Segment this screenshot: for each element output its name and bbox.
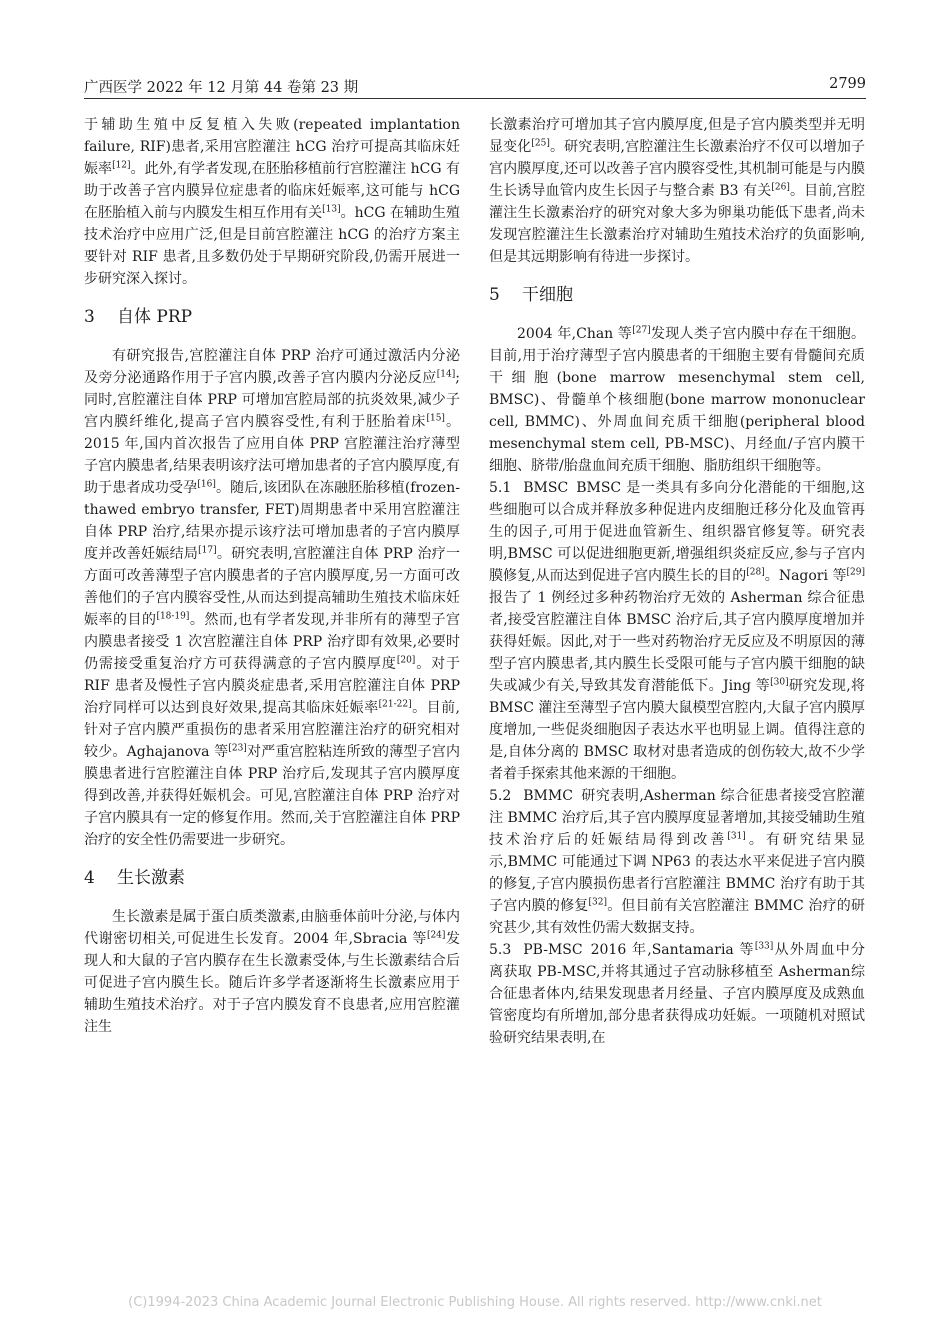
citation[interactable]: [12] [112,160,131,171]
copyright-watermark: (C)1994-2023 China Academic Journal Electronic Publishing House. All rights reserved. http://www.cnki.net [128,1295,822,1310]
journal-issue-label: 广西医学 2022 年 12 月第 44 卷第 23 期 [84,80,359,96]
citation[interactable]: [21-22] [378,699,412,710]
subsection-number: 5.2 [489,788,512,804]
paragraph-growth-hormone: 生长激素是属于蛋白质类激素,由脑垂体前叶分泌,与体内代谢密切相关,可促进生长发育。2004 年,Sbracia 等[24]发现人和大鼠的子宫内膜存在生长激素受体,与生长激素结合后可促进子宫内膜生长。随后许多学者逐渐将生长激素应用于辅助生殖技术治疗。对于子宫内膜发育不良患者,应用宫腔灌注生 [84,909,461,1035]
subsection-bmmc: 5.2 BMMC 研究表明,Asherman 综合征患者接受宫腔灌注 BMMC 治疗后,其子宫内膜厚度显著增加,其接受辅助生殖技术治疗后的妊娠结局得到改善[31]。有研究结果显示,BMMC 可能通过下调 NP63 的表达水平来促进子宫内膜的修复,子宫内膜损伤患者行宫腔灌注 BMMC 治疗有助于其子宫内膜的修复[32]。但目前有关宫腔灌注 BMMC 治疗的研究甚少,其有效性仍需大数据支持。 [489,788,866,936]
subsection-number: 5.3 [489,942,512,958]
subsection-title: BMMC [523,788,573,804]
citation[interactable]: [16] [197,479,216,490]
section-heading-growth-hormone: 4 生长激素 [84,868,185,888]
right-column [489,114,865,1049]
citation[interactable]: [33] [754,941,774,952]
running-header [84,70,866,99]
paragraph-stem-cells: 2004 年,Chan 等[27]发现人类子宫内膜中存在干细胞。目前,用于治疗薄型子宫内膜患者的干细胞主要有骨髓间充质干细胞(bone marrow mesenchymal stem cell, BMSC)、骨髓单个核细胞(bone marrow mononuclear cell, BMMC)、外周血间充质干细胞(peripheral blood mesenchymal stem cell, PB-MSC)、月经血/子宫内膜干细胞、脐带/胎盘血间充质干细胞、脂肪组织干细胞等。 [489,325,865,474]
citation[interactable]: [15] [426,413,445,424]
citation[interactable]: [30] [770,677,789,688]
citation[interactable]: [18-19] [156,611,190,622]
page-number: 2799 [829,76,866,92]
section-heading-stem-cells: 5 干细胞 [489,285,573,305]
citation[interactable]: [26] [771,182,790,193]
citation[interactable]: [27] [632,325,651,336]
citation[interactable]: [25] [531,138,550,149]
citation[interactable]: [24] [426,930,446,941]
subsection-bmsc: 5.1 BMSC BMSC 是一类具有多向分化潜能的干细胞,这些细胞可以合成并释放多种促进内皮细胞迁移分化及血管再生的因子,可用于促进血管新生、组织器官修复等。研究表明,BMSC 可以促进细胞更新,增强组织炎症反应,参与子宫内膜修复,从而达到促进子宫内膜生长的目的[28]。Nagori 等[29]报告了 1 例经过多种药物治疗无效的 Asherman 综合征患者,接受宫腔灌注自体 BMSC 治疗后,其子宫内膜厚度增加并获得妊娠。因此,对于一些对药物治疗无反应及不明原因的薄型子宫内膜患者,其内膜生长受限可能与子宫内膜干细胞的缺失或减少有关,导致其发育潜能低下。Jing 等[30]研究发现,将 BMSC 灌注至薄型子宫内膜大鼠模型宫腔内,大鼠子宫内膜厚度增加,一些促炎细胞因子表达水平也明显上调。值得注意的是,自体分离的 BMSC 取材对患者造成的创伤较大,故不少学者着手探索其他来源的干细胞。 [489,480,866,782]
citation[interactable]: [29] [846,567,865,578]
citation[interactable]: [31] [727,831,746,842]
paragraph-prp: 有研究报告,宫腔灌注自体 PRP 治疗可通过激活内分泌及旁分泌通路作用于子宫内膜,改善子宫内膜内分泌反应[14];同时,宫腔灌注自体 PRP 可增加宫腔局部的抗炎效果,减少子宫内膜纤维化,提高子宫内膜容受性,有利于胚胎着床[15]。2015 年,国内首次报告了应用自体 PRP 宫腔灌注治疗薄型子宫内膜患者,结果表明该疗法可增加患者的子宫内膜厚度,有助于患者成功受孕[16]。随后,该团队在冻融胚胎移植(frozen-thawed embryo transfer, FET)周期患者中采用宫腔灌注自体 PRP 治疗,结果亦提示该疗法可增加患者的子宫内膜厚度并改善妊娠结局[17]。研究表明,宫腔灌注自体 PRP 治疗一方面可改善薄型子宫内膜患者的子宫内膜厚度,另一方面可改善他们的子宫内膜容受性,从而达到提高辅助生殖技术临床妊娠率的目的[18-19]。然而,也有学者发现,并非所有的薄型子宫内膜患者接受 1 次宫腔灌注自体 PRP 治疗即有效果,必要时仍需接受重复治疗方可获得满意的子宫内膜厚度[20]。对于 RIF 患者及慢性子宫内膜炎症患者,采用宫腔灌注自体 PRP 治疗同样可以达到良好效果,提高其临床妊娠率[21-22]。目前,针对子宫内膜严重损伤的患者采用宫腔灌注治疗的研究相对较少。Aghajanova 等[23]对严重宫腔粘连所致的薄型子宫内膜患者进行宫腔灌注自体 PRP 治疗后,发现其子宫内膜厚度得到改善,并获得妊娠机会。可见,宫腔灌注自体 PRP 治疗对子宫内膜具有一定的修复作用。然而,关于宫腔灌注自体 PRP 治疗的安全性仍需要进一步研究。 [84,348,461,848]
subsection-number: 5.1 [489,480,512,496]
citation[interactable]: [20] [396,655,416,666]
paragraph-hcg-end: 于辅助生殖中反复植入失败(repeated implantation failure, RIF)患者,采用宫腔灌注 hCG 治疗可提高其临床妊娠率[12]。此外,有学者发现,在胚胎移植前行宫腔灌注 hCG 有助于改善子宫内膜异位症患者的临床妊娠率,这可能与 hCG 在胚胎植入前与内膜发生相互作用有关[13]。hCG 在辅助生殖技术治疗中应用广泛,但是目前宫腔灌注 hCG 的治疗方案主要针对 RIF 患者,且多数仍处于早期研究阶段,仍需开展进一步研究深入探讨。 [84,117,460,287]
paragraph-growth-hormone-cont: 长激素治疗可增加其子宫内膜厚度,但是子宫内膜类型并无明显变化[25]。研究表明,宫腔灌注生长激素治疗不仅可以增加子宫内膜厚度,还可以改善子宫内膜容受性,其机制可能是与内膜生长诱导血管内皮生长因子与整合素 B3 有关[26]。目前,宫腔灌注生长激素治疗的研究对象大多为卵巢功能低下患者,尚未发现宫腔灌注生长激素治疗对辅助生殖技术治疗的负面影响,但是其远期影响有待进一步探讨。 [489,117,866,265]
citation[interactable]: [17] [198,545,217,556]
subsection-pb-msc: 5.3 PB-MSC 2016 年,Santamaria 等[33]从外周血中分离获取 PB-MSC,并将其通过子宫动脉移植至 Asherman综合征患者体内,结果发现患者月经量、子宫内膜厚度及成熟血管密度均有所增加,部分患者获得成功妊娠。一项随机对照试验研究结果表明,在 [489,941,866,1046]
left-column [84,114,460,1038]
citation[interactable]: [14] [436,369,456,380]
citation[interactable]: [32] [588,897,607,908]
subsection-title: BMSC [523,480,569,496]
subsection-title: PB-MSC [523,942,583,958]
citation[interactable]: [28] [746,567,765,578]
citation[interactable]: [23] [228,743,247,754]
citation[interactable]: [13] [322,204,341,215]
section-heading-prp: 3 自体 PRP [84,307,193,327]
